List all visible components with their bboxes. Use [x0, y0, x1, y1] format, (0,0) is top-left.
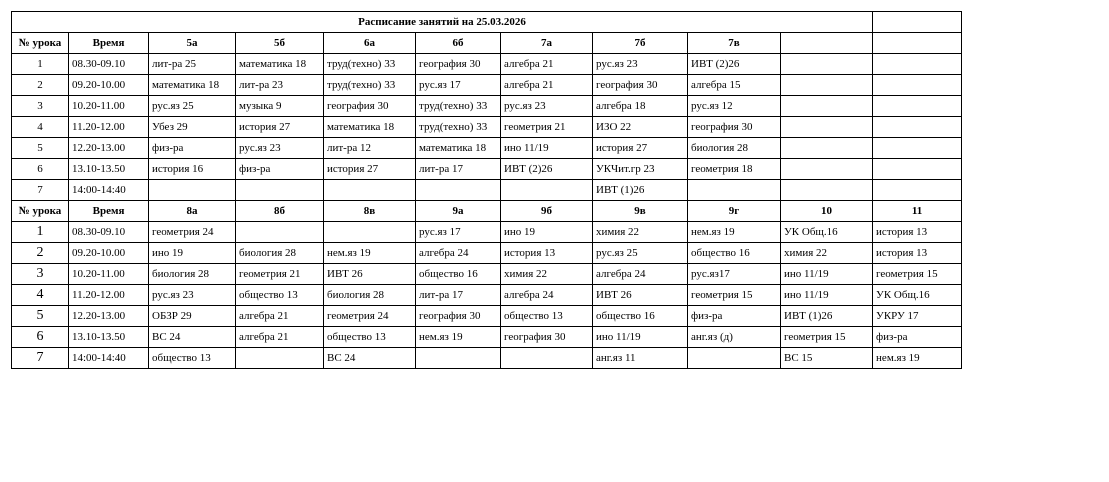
lesson-cell: физ-ра	[236, 159, 324, 180]
table-row	[12, 75, 962, 96]
lesson-cell: физ-ра	[688, 306, 781, 327]
lesson-cell: геометрия 24	[149, 222, 236, 243]
lesson-cell: рус.яз 25	[149, 96, 236, 117]
lesson-cell: ВС 24	[324, 348, 416, 369]
lesson-cell: алгебра 24	[593, 264, 688, 285]
lesson-cell: биология 28	[688, 138, 781, 159]
lesson-cell: алгебра 21	[501, 75, 593, 96]
column-header: 7б	[593, 33, 688, 54]
lesson-cell	[688, 180, 781, 201]
empty-cell	[781, 138, 873, 159]
lesson-cell	[149, 180, 236, 201]
lesson-cell: нем.яз 19	[688, 222, 781, 243]
column-header: 7в	[688, 33, 781, 54]
lesson-cell: геометрия 15	[873, 264, 962, 285]
column-header: Время	[69, 33, 149, 54]
lesson-cell: история 13	[501, 243, 593, 264]
lesson-cell: география 30	[593, 75, 688, 96]
column-header: 11	[873, 201, 962, 222]
lesson-cell: физ-ра	[873, 327, 962, 348]
lesson-cell: УКЧит.гр 23	[593, 159, 688, 180]
lesson-number: 3	[12, 96, 69, 117]
table-row	[12, 138, 962, 159]
lesson-cell: лит-ра 17	[416, 159, 501, 180]
lesson-cell: ИВТ (1)26	[593, 180, 688, 201]
lesson-cell: труд(техно) 33	[416, 96, 501, 117]
lesson-cell: рус.яз 17	[416, 75, 501, 96]
lesson-cell: ИЗО 22	[593, 117, 688, 138]
empty-cell	[781, 159, 873, 180]
empty-cell	[873, 33, 962, 54]
lesson-cell: история 27	[324, 159, 416, 180]
lesson-time: 09.20-10.00	[69, 75, 149, 96]
lesson-cell: математика 18	[149, 75, 236, 96]
column-header: № урока	[12, 33, 69, 54]
header-row-2	[12, 201, 962, 222]
empty-cell	[873, 75, 962, 96]
lesson-cell: алгебра 21	[501, 54, 593, 75]
lesson-cell: лит-ра 12	[324, 138, 416, 159]
lesson-number: 1	[12, 54, 69, 75]
lesson-time: 10.20-11.00	[69, 96, 149, 117]
lesson-cell: география 30	[416, 54, 501, 75]
table-row	[12, 327, 962, 348]
lesson-cell: геометрия 21	[501, 117, 593, 138]
empty-cell	[873, 159, 962, 180]
lesson-cell: ино 11/19	[781, 264, 873, 285]
title-row	[12, 12, 962, 33]
lesson-number: 4	[12, 285, 69, 306]
table-row	[12, 117, 962, 138]
lesson-cell: география 30	[324, 96, 416, 117]
empty-cell	[781, 96, 873, 117]
table-row	[12, 54, 962, 75]
column-header: 10	[781, 201, 873, 222]
lesson-time: 12.20-13.00	[69, 138, 149, 159]
lesson-cell: математика 18	[236, 54, 324, 75]
table-row	[12, 243, 962, 264]
lesson-cell: рус.яз 12	[688, 96, 781, 117]
page-title: Расписание занятий на 25.03.2026	[12, 12, 873, 33]
lesson-time: 13.10-13.50	[69, 327, 149, 348]
lesson-cell: математика 18	[416, 138, 501, 159]
column-header: № урока	[12, 201, 69, 222]
lesson-cell: ино 11/19	[593, 327, 688, 348]
lesson-cell: ВС 15	[781, 348, 873, 369]
lesson-cell: труд(техно) 33	[416, 117, 501, 138]
column-header: 5а	[149, 33, 236, 54]
lesson-time: 09.20-10.00	[69, 243, 149, 264]
lesson-cell: ино 11/19	[781, 285, 873, 306]
empty-cell	[781, 75, 873, 96]
lesson-cell	[416, 180, 501, 201]
lesson-cell: рус.яз17	[688, 264, 781, 285]
lesson-cell: рус.яз 23	[149, 285, 236, 306]
lesson-cell: ОБЗР 29	[149, 306, 236, 327]
lesson-cell: геометрия 15	[688, 285, 781, 306]
lesson-cell: география 30	[688, 117, 781, 138]
lesson-cell: рус.яз 23	[236, 138, 324, 159]
lesson-number: 3	[12, 264, 69, 285]
empty-cell	[873, 180, 962, 201]
lesson-cell: музыка 9	[236, 96, 324, 117]
lesson-time: 08.30-09.10	[69, 222, 149, 243]
lesson-cell: общество 16	[416, 264, 501, 285]
empty-cell	[781, 33, 873, 54]
empty-cell	[781, 180, 873, 201]
column-header: 8а	[149, 201, 236, 222]
schedule-body	[12, 12, 962, 369]
lesson-cell: химия 22	[781, 243, 873, 264]
lesson-cell: геометрия 18	[688, 159, 781, 180]
lesson-cell: ИВТ 26	[593, 285, 688, 306]
lesson-cell: нем.яз 19	[324, 243, 416, 264]
lesson-cell: анг.яз 11	[593, 348, 688, 369]
empty-cell	[873, 117, 962, 138]
table-row	[12, 348, 962, 369]
column-header: 9в	[593, 201, 688, 222]
lesson-cell: история 16	[149, 159, 236, 180]
lesson-cell: алгебра 24	[501, 285, 593, 306]
lesson-time: 10.20-11.00	[69, 264, 149, 285]
lesson-number: 2	[12, 75, 69, 96]
lesson-number: 7	[12, 180, 69, 201]
lesson-cell: алгебра 24	[416, 243, 501, 264]
empty-cell	[873, 138, 962, 159]
column-header: 8в	[324, 201, 416, 222]
lesson-cell: алгебра 18	[593, 96, 688, 117]
lesson-cell: рус.яз 17	[416, 222, 501, 243]
lesson-cell: география 30	[416, 306, 501, 327]
lesson-cell: алгебра 21	[236, 306, 324, 327]
lesson-cell: общество 16	[593, 306, 688, 327]
lesson-cell: лит-ра 17	[416, 285, 501, 306]
column-header: 9а	[416, 201, 501, 222]
table-row	[12, 96, 962, 117]
lesson-cell	[324, 222, 416, 243]
lesson-cell: биология 28	[324, 285, 416, 306]
lesson-cell: история 13	[873, 222, 962, 243]
empty-cell	[873, 96, 962, 117]
empty-cell	[781, 54, 873, 75]
lesson-cell: химия 22	[501, 264, 593, 285]
lesson-number: 1	[12, 222, 69, 243]
empty-cell	[873, 12, 962, 33]
lesson-cell: нем.яз 19	[416, 327, 501, 348]
lesson-cell: история 27	[236, 117, 324, 138]
lesson-cell: геометрия 21	[236, 264, 324, 285]
lesson-cell: ино 11/19	[501, 138, 593, 159]
lesson-cell: история 27	[593, 138, 688, 159]
lesson-number: 6	[12, 327, 69, 348]
table-row	[12, 159, 962, 180]
lesson-cell: труд(техно) 33	[324, 54, 416, 75]
lesson-cell: алгебра 15	[688, 75, 781, 96]
lesson-number: 4	[12, 117, 69, 138]
column-header: 9б	[501, 201, 593, 222]
column-header: 6а	[324, 33, 416, 54]
lesson-cell: ИВТ (2)26	[688, 54, 781, 75]
lesson-cell: математика 18	[324, 117, 416, 138]
lesson-cell: лит-ра 23	[236, 75, 324, 96]
header-row-1	[12, 33, 962, 54]
lesson-cell: рус.яз 25	[593, 243, 688, 264]
table-row	[12, 180, 962, 201]
table-row	[12, 264, 962, 285]
lesson-number: 5	[12, 138, 69, 159]
column-header: 7а	[501, 33, 593, 54]
column-header: 8б	[236, 201, 324, 222]
lesson-time: 14:00-14:40	[69, 348, 149, 369]
table-row	[12, 285, 962, 306]
lesson-cell: ИВТ 26	[324, 264, 416, 285]
lesson-time: 08.30-09.10	[69, 54, 149, 75]
lesson-cell	[416, 348, 501, 369]
lesson-cell: ИВТ (2)26	[501, 159, 593, 180]
lesson-cell: общество 13	[236, 285, 324, 306]
column-header: Время	[69, 201, 149, 222]
lesson-cell: история 13	[873, 243, 962, 264]
lesson-cell: биология 28	[236, 243, 324, 264]
table-row	[12, 222, 962, 243]
lesson-cell: общество 13	[149, 348, 236, 369]
lesson-cell: география 30	[501, 327, 593, 348]
table-row	[12, 306, 962, 327]
lesson-cell: рус.яз 23	[593, 54, 688, 75]
empty-cell	[781, 117, 873, 138]
column-header: 6б	[416, 33, 501, 54]
lesson-cell: нем.яз 19	[873, 348, 962, 369]
lesson-cell: труд(техно) 33	[324, 75, 416, 96]
lesson-cell: ино 19	[149, 243, 236, 264]
lesson-number: 5	[12, 306, 69, 327]
lesson-cell: УК Общ.16	[781, 222, 873, 243]
lesson-cell: общество 16	[688, 243, 781, 264]
lesson-cell: ино 19	[501, 222, 593, 243]
lesson-cell: УКРУ 17	[873, 306, 962, 327]
lesson-cell: общество 13	[501, 306, 593, 327]
column-header: 9г	[688, 201, 781, 222]
lesson-cell	[236, 348, 324, 369]
lesson-cell	[501, 180, 593, 201]
lesson-number: 6	[12, 159, 69, 180]
lesson-cell	[501, 348, 593, 369]
lesson-cell: анг.яз (д)	[688, 327, 781, 348]
lesson-cell: ВС 24	[149, 327, 236, 348]
lesson-cell: общество 13	[324, 327, 416, 348]
lesson-cell: геометрия 15	[781, 327, 873, 348]
lesson-time: 14:00-14:40	[69, 180, 149, 201]
schedule-table	[11, 11, 962, 369]
lesson-cell: лит-ра 25	[149, 54, 236, 75]
lesson-cell: Убез 29	[149, 117, 236, 138]
lesson-cell	[236, 222, 324, 243]
lesson-time: 12.20-13.00	[69, 306, 149, 327]
lesson-cell: биология 28	[149, 264, 236, 285]
empty-cell	[873, 54, 962, 75]
lesson-number: 7	[12, 348, 69, 369]
lesson-cell: геометрия 24	[324, 306, 416, 327]
lesson-cell	[324, 180, 416, 201]
lesson-cell: рус.яз 23	[501, 96, 593, 117]
lesson-cell: ИВТ (1)26	[781, 306, 873, 327]
lesson-cell: УК Общ.16	[873, 285, 962, 306]
column-header: 5б	[236, 33, 324, 54]
lesson-cell: химия 22	[593, 222, 688, 243]
lesson-number: 2	[12, 243, 69, 264]
lesson-cell	[688, 348, 781, 369]
lesson-time: 11.20-12.00	[69, 117, 149, 138]
lesson-time: 11.20-12.00	[69, 285, 149, 306]
lesson-cell: алгебра 21	[236, 327, 324, 348]
lesson-time: 13.10-13.50	[69, 159, 149, 180]
lesson-cell	[236, 180, 324, 201]
lesson-cell: физ-ра	[149, 138, 236, 159]
